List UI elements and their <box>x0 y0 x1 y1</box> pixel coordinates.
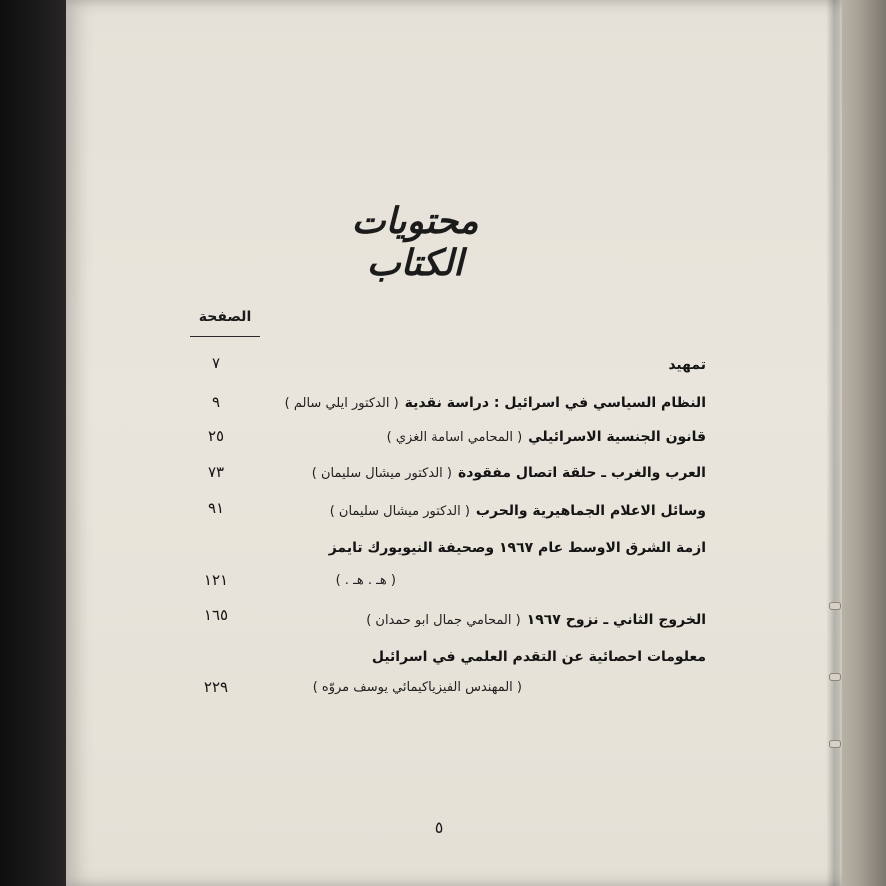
toc-page-number: ٢٢٩ <box>203 678 229 696</box>
toc-page-number: ٧٣ <box>207 463 225 481</box>
toc-entry-title: الخروج الثاني ـ نزوح ١٩٦٧ <box>526 612 706 628</box>
toc-entry-title: تمهيد <box>668 357 706 373</box>
toc-entry-title: العرب والغرب ـ حلقة اتصال مفقودة <box>457 465 706 481</box>
page-binding-shadow <box>826 0 840 886</box>
toc-entry-title: ازمة الشرق الاوسط عام ١٩٦٧ وصحيفة النيويورك تايمز <box>328 540 706 556</box>
binding-stitch <box>829 673 841 681</box>
binding-stitch <box>829 740 841 748</box>
toc-entry-title: النظام السياسي في اسرائيل : دراسة نقدية <box>404 395 706 411</box>
toc-entry-author: ( المحامي اسامة الغزي ) <box>386 430 523 445</box>
toc-entry <box>329 540 706 556</box>
toc-page-number: ٩١ <box>207 499 225 517</box>
toc-page-number: ١٦٥ <box>203 606 229 624</box>
toc-entry-title: قانون الجنسية الاسرائيلي <box>528 429 706 445</box>
background-dark-left <box>0 0 70 886</box>
toc-entry <box>668 357 706 373</box>
toc-entry <box>285 395 706 411</box>
next-page-edge <box>838 0 886 886</box>
toc-entry-author: ( المحامي جمال ابو حمدان ) <box>366 613 521 628</box>
toc-page-number: ١٢١ <box>203 571 229 589</box>
toc-entry-title: معلومات احصائية عن التقدم العلمي في اسرائيل <box>371 649 706 665</box>
toc-entry <box>312 465 706 481</box>
page-folio-number: ٥ <box>434 818 444 837</box>
toc-entry <box>372 649 706 665</box>
toc-entry-author: ( هـ . هـ . ) <box>335 573 396 588</box>
toc-entry-title: وسائل الاعلام الجماهيرية والحرب <box>475 503 706 519</box>
heading-underline <box>190 336 260 337</box>
toc-entry <box>366 612 706 628</box>
toc-entry-author: ( الدكتور ميشال سليمان ) <box>311 466 452 481</box>
page-column-heading: الصفحة <box>198 309 252 325</box>
toc-entry-author: ( الدكتور ميشال سليمان ) <box>329 504 470 519</box>
toc-page-number: ٧ <box>211 354 221 372</box>
toc-entry-author: ( الدكتور ايلي سالم ) <box>284 396 399 411</box>
toc-entry <box>387 429 706 445</box>
binding-stitch <box>829 602 841 610</box>
toc-entry-author: ( المهندس الفيزياكيمائي يوسف مروّه ) <box>312 680 522 695</box>
toc-page-number: ٩ <box>211 393 221 411</box>
page-title: محتويات الكتاب <box>351 200 479 284</box>
toc-page-number: ٢٥ <box>207 427 225 445</box>
toc-entry <box>330 503 706 519</box>
